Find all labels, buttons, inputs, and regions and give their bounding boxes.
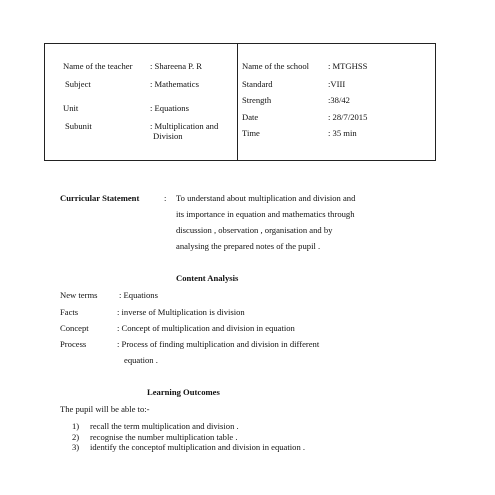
subunit-value-line2: Division <box>153 131 183 141</box>
outcome-text-3: identify the conceptof multiplication and division in equation . <box>90 442 306 452</box>
subject-value: : Mathematics <box>150 79 199 89</box>
process-value-line2: equation . <box>124 355 158 365</box>
curricular-line-4: analysing the prepared notes of the pupil . <box>176 241 321 251</box>
outcome-number-3: 3) <box>72 442 80 452</box>
subject-label: Subject <box>65 79 91 89</box>
outcome-text-1: recall the term multiplication and division . <box>90 421 239 431</box>
outcome-number-2: 2) <box>72 432 80 442</box>
new-terms-label: New terms <box>60 290 98 300</box>
curricular-line-2: its importance in equation and mathematics through <box>176 209 355 219</box>
new-terms-value: : Equations <box>119 290 158 300</box>
date-label: Date <box>242 112 259 122</box>
curricular-line-1: To understand about multiplication and division and <box>176 193 356 203</box>
standard-label: Standard <box>242 79 273 89</box>
curricular-line-3: discussion , observation , organisation and by <box>176 225 333 235</box>
subunit-value-line1: : Multiplication and <box>150 121 219 131</box>
curricular-heading: Curricular Statement <box>60 193 140 203</box>
date-value: : 28/7/2015 <box>328 112 368 122</box>
learning-outcomes-intro: The pupil will be able to:- <box>60 404 150 414</box>
process-label: Process <box>60 339 87 349</box>
facts-label: Facts <box>60 307 79 317</box>
info-table-divider <box>237 43 238 161</box>
concept-value: : Concept of multiplication and division in equation <box>117 323 295 333</box>
time-label: Time <box>242 128 260 138</box>
curricular-colon: : <box>164 193 167 203</box>
subunit-label: Subunit <box>65 121 92 131</box>
concept-label: Concept <box>60 323 89 333</box>
unit-value: : Equations <box>150 103 189 113</box>
teacher-label: Name of the teacher <box>63 61 133 71</box>
outcome-text-2: recognise the number multiplication table . <box>90 432 238 442</box>
process-value-line1: : Process of finding multiplication and division in different <box>117 339 320 349</box>
teacher-value: : Shareena P. R <box>150 61 203 71</box>
school-value: : MTGHSS <box>328 61 368 71</box>
learning-outcomes-heading: Learning Outcomes <box>147 387 220 397</box>
content-analysis-heading: Content Analysis <box>176 273 239 283</box>
standard-value: :VIII <box>328 79 346 89</box>
school-label: Name of the school <box>242 61 310 71</box>
outcome-number-1: 1) <box>72 421 80 431</box>
unit-label: Unit <box>63 103 79 113</box>
strength-value: :38/42 <box>328 95 350 105</box>
strength-label: Strength <box>242 95 272 105</box>
time-value: : 35 min <box>328 128 357 138</box>
facts-value: : inverse of Multiplication is division <box>117 307 245 317</box>
